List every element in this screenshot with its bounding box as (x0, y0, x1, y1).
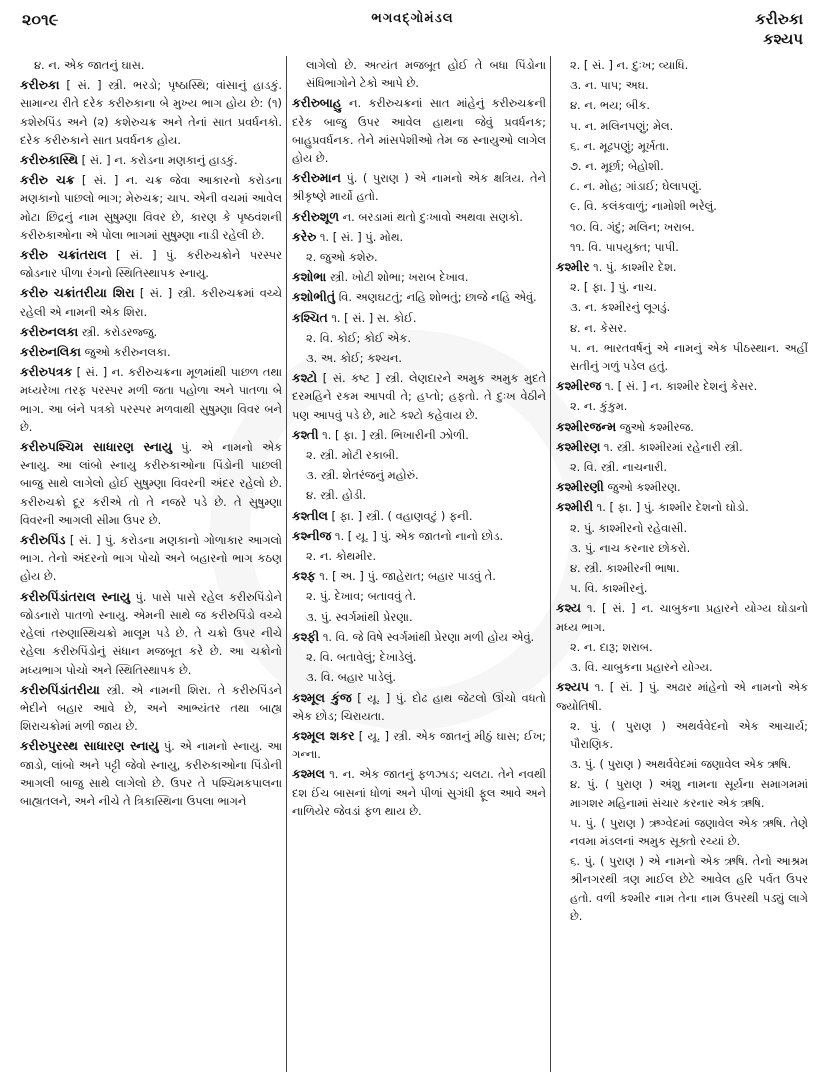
dictionary-column-2 (292, 56, 546, 1076)
definition-text: ૧૦. વિ. ગંદું; મલિન; ખરાબ. (570, 219, 695, 234)
dictionary-entry (292, 369, 546, 424)
headword: કરીરુબાહુ (292, 95, 342, 111)
definition-text: ૨. ન. કુંકુમ. (570, 399, 628, 414)
definition-text: સ્ત્રી. એ નામની શિરા. તે કરીરુપિંડને ભેદીને બહાર આવે છે, અને આભ્યંતર તથા બાહ્ય શિરાચક્રોમાં મળી જાય છે. (20, 682, 282, 734)
definition-text: જુઓ કરીરુનલકા. (84, 345, 171, 360)
definition-text: વિ. અણઘટતું; નહિ શોભતું; છાજે નહિ એવું. (338, 290, 537, 305)
headword: કરીરુનલિકા (20, 344, 81, 360)
dictionary-entry (556, 478, 808, 496)
definition-text: ૫. ન. ભારતવર્ષનું એ નામનું એક પીઠસ્થાન. અહીં સતીનું ગળું પડેલ હતું. (570, 340, 808, 374)
definition-text: ૪. પું. ( પુરાણ ) અંશુ નામના સૂર્યના સમાગમમાં માગશર મહિનામાં સંચાર કરનાર એક ઋષિ. (570, 777, 808, 810)
definition-text: ૩. ન. પાપ; અઘ. (570, 78, 649, 93)
definition-text: [ સં. ] ન. કરોડના મણકાનું હાડકું. (81, 153, 238, 168)
headword: કશ્મૂલ શકર (292, 727, 355, 743)
dictionary-entry (556, 218, 808, 236)
dictionary-entry (556, 319, 808, 337)
headword: કશોભા (292, 269, 327, 285)
definition-text: ૩. અ. કોઈ; કશ્ચન. (306, 351, 403, 366)
headword: કરીરુનલકા (20, 323, 79, 339)
dictionary-entry (556, 775, 808, 811)
headword: કરીરુકાસ્થિ (20, 152, 79, 168)
dictionary-entry (292, 547, 546, 565)
dictionary-entry (556, 137, 808, 155)
definition-text: ૩. ન. કશ્મીરનું લૂગડું. (570, 300, 671, 315)
headword: કરીરુપત્રક (20, 364, 73, 380)
definition-text: ૧. ન. એક જાતનું ફળઝાડ; ચલટા. તેને નવથી દશ ઈંચ બાસનાં ધોળાં અને પીળાં સુગંધી ફૂલ આવે અને નાળિયેર જેવડાં ફળ થાય છે. (292, 767, 546, 818)
definition-text: ન. કરીરુચક્રનાં સાત માંહેનું કરીરુચક્રની દરેક બાજુ ઉપર આવેલ હાથના જેવું પ્રવર્ધનક; બાહુપ્રવર્ધનક. તેને માંસપેશીઓ તેમ જ સ્નાયુઓ લાગેલ હોય છે. (292, 96, 546, 166)
headword: કશ્તીલ (292, 507, 328, 523)
headword: કશ્મીર (556, 259, 590, 275)
definition-text: ૧. [ સં. ] ન. ચાબુકના પ્રહારને યોગ્ય ઘોડાનો મધ્ય ભાગ. (556, 601, 808, 634)
definition-text: ૨. વિ. કોઈ; કોઈ એક. (306, 330, 411, 345)
definition-text: ૩. પું. સ્વર્ગમાંથી પ્રેરણા. (306, 609, 413, 624)
definition-text: ૩. પું. ( પુરાણ ) અથર્વવેદમાં જણાવેલ એક ઋષિ. (570, 757, 792, 772)
running-title: ભગવદ્ગોમંડલ (371, 11, 454, 26)
definition-text: ૧૧. વિ. પાપયુક્ત; પાપી. (570, 239, 679, 254)
dictionary-entry (20, 284, 282, 320)
headword: કશ્મીરજન્મ (556, 418, 617, 434)
definition-text: ૨. [ સં. ] ન. દુઃખ; વ્યાધિ. (570, 58, 689, 72)
headword: કરીરુશૂળ (292, 208, 339, 224)
dictionary-entry (20, 151, 282, 169)
dictionary-entry (556, 76, 808, 94)
headword: કશ્ચિત (292, 309, 328, 325)
headword: કશ્મીરી (556, 499, 594, 515)
page-number: ૨૦૧૯ (22, 10, 59, 29)
definition-text: ૧. વિ. જે વિષે સ્વર્ગમાંથી પ્રેરણા મળી હોય એવું. (322, 629, 535, 644)
dictionary-entry (556, 238, 808, 256)
headword: કશ્ટો (292, 370, 318, 386)
headword: કરીરુમાન (292, 170, 341, 186)
dictionary-entry (556, 117, 808, 135)
definition-text: ૫. વિ. કાશ્મીરનું. (570, 581, 648, 596)
dictionary-entry (556, 498, 808, 516)
dictionary-entry (292, 94, 546, 167)
dictionary-entry (292, 248, 546, 266)
definition-text: [ યૂ. ] પું. દોઢ હાથ જેટલો ઊંચો વધતો એક છોડ; ચિરાયતા. (292, 690, 546, 723)
column-divider (286, 56, 287, 1072)
dictionary-entry (556, 177, 808, 195)
definition-text: ૧. [ ફા. ] પું. કાશ્મીર દેશનો ઘોડો. (596, 500, 749, 515)
dictionary-entry (20, 531, 282, 586)
definition-text: [ ફા. ] સ્ત્રી. ( વહાણવટું ) ફની. (331, 508, 473, 523)
dictionary-entry (556, 418, 808, 436)
dictionary-entry (292, 668, 546, 686)
headword: કશ્તી (292, 426, 319, 442)
definition-text: ૨. પું. દેખાવ; બતાવવું તે. (306, 589, 417, 604)
definition-text: ૭. ન. મૂર્છા; બેહોશી. (570, 159, 664, 174)
definition-text: [ યૂ. ] સ્ત્રી. એક જાતનું મીઠું ઘાસ; ઈખ; ગન્ના. (292, 728, 546, 762)
dictionary-entry (292, 587, 546, 605)
dictionary-entry (292, 288, 546, 306)
dictionary-entry (20, 588, 282, 679)
definition-text: પું. ( પુરાણ ) એ નામનો એક ક્ષત્રિય. તેને શ્રીકૃષ્ણે માર્યો હતો. (292, 171, 546, 204)
dictionary-entry (292, 56, 546, 92)
dictionary-entry (292, 426, 546, 444)
headword: કશ્ફ (292, 568, 316, 584)
definition-text: ૧. [ સં. ] પું. અઢાર માંહેનો એ નામનો એક જ્યોતિષી. (556, 680, 808, 713)
definition-text: ૪. સ્ત્રી. કાશ્મીરની ભાષા. (570, 561, 680, 576)
dictionary-entry (292, 169, 546, 205)
definition-text: લાગેલો છે. અત્યંત મજબૂત હોઈ તે બધા પિંડોના સંધિભાગોને ટેકો આપે છે. (306, 58, 546, 91)
dictionary-entry (292, 486, 546, 504)
definition-text: [ સં. ] સ્ત્રી. ભરડો; પૃષ્ઠાસ્થિ; વાંસાનું હાડકું. સામાન્ય રીતે દરેક કરીરુકાના બે મુખ્ય ભાગ હોય છે: (૧) કશેરુપિંડ અને (૨) કશેરુચક્ર અને તેનાં સાત પ્રવર્ધનકો. દરેક કરીરુકાને સાત પ્રવર્ધનક હોય. (20, 78, 282, 147)
definition-text: ૫. ન. મલિનપણું; મેલ. (570, 118, 674, 133)
dictionary-entry (556, 717, 808, 753)
headword: કશ્મીરણી (556, 479, 604, 495)
definition-text: ૧. પું. કાશ્મીર દેશ. (593, 260, 677, 275)
dictionary-entry (292, 689, 546, 725)
definition-text: ૪. ન. ભય; બીક. (570, 98, 650, 113)
definition-text: ૨. પું. ( પુરાણ ) અથર્વવેદનો એક આચાર્ય; પૌરાણિક. (570, 718, 808, 751)
dictionary-entry (292, 268, 546, 286)
dictionary-entry (292, 228, 546, 246)
dictionary-entry (556, 638, 808, 656)
dictionary-entry (556, 678, 808, 714)
dictionary-entry (20, 363, 282, 436)
dictionary-entry (556, 755, 808, 773)
dictionary-entry (20, 438, 282, 529)
page-header (0, 6, 825, 50)
definition-text: [ સં. ] ન. કરીરુચક્રના મૂળમાંથી પાછળ તથા મધ્યરેખા તરફ પરસ્પર મળી જતા પહોળા અને પાતળા બે ભાગ. આ બંને પત્રકો પરસ્પર મળવાથી સુષુમ્ણા વિવર બને છે. (20, 365, 282, 434)
definition-text: [ સં. ] સ્ત્રી. કરીરુચક્રમાં વચ્ચે રહેલી એ નામની એક શિરા. (20, 286, 282, 319)
definition-text: ૧. [ ફા. ] સ્ત્રી. ભિખારીની ઝોળી. (322, 427, 469, 442)
definition-text: ૨. જુઓ કશેરુ. (306, 250, 378, 265)
dictionary-column-3 (556, 56, 808, 1076)
dictionary-entry (556, 397, 808, 415)
column-divider (550, 56, 551, 1072)
definition-text: [ સં. ] પું. કરીરુચક્રોને પરસ્પર જોડનાર પીળા રંગનો સ્થિતિસ્થાપક સ્નાયુ. (20, 248, 282, 281)
headword: કશ્મીરજ (556, 378, 602, 394)
dictionary-entry (556, 197, 808, 215)
definition-text: ૧. [ સં. ] ન. કાશ્મીર દેશનું કેસર. (604, 379, 758, 394)
definition-text: ૪. ન. કેસર. (570, 320, 627, 335)
dictionary-entry (556, 814, 808, 850)
guide-word-first: કરીરુકા (755, 10, 803, 28)
dictionary-entry (20, 737, 282, 810)
dictionary-entry (556, 339, 808, 375)
dictionary-entry (556, 278, 808, 296)
headword: કરીરુપિંડ (20, 532, 66, 548)
dictionary-entry (292, 608, 546, 626)
headword: કરેરુ (292, 228, 317, 244)
dictionary-entry (556, 258, 808, 276)
headword: કશ્યપ (556, 679, 589, 695)
dictionary-entry (20, 56, 282, 74)
dictionary-entry (292, 727, 546, 763)
definition-text: ૨. [ ફા. ] પું. નાચ. (570, 280, 657, 295)
headword: કરીરુ ચક્ર (20, 172, 75, 188)
dictionary-entry (20, 323, 282, 341)
dictionary-entry (556, 438, 808, 456)
definition-text: ૫. પું. ( પુરાણ ) ઋગ્વેદમાં જણાવેલ એક ઋષિ. તેણે નવમા મંડલનાં અમુક સૂક્તો રચ્યાં છે. (570, 815, 808, 848)
definition-text: ૨. વિ. સ્ત્રી. નાચનારી. (570, 460, 667, 475)
definition-text: [ સં. ] પું. કરોડના મણકાનો ગોળાકાર આગલો ભાગ. તેનો અંદરનો ભાગ પોચો અને બહારનો ભાગ કઠણ હોય છે. (20, 533, 282, 584)
headword: કરીરુકા (20, 77, 60, 93)
dictionary-entry (556, 298, 808, 316)
definition-text: ૪. સ્ત્રી. હોડી. (306, 488, 367, 503)
definition-text: સ્ત્રી. ખોટી શોભા; ખરાબ દેખાવ. (329, 270, 469, 285)
headword: કશ્ફી (292, 628, 320, 644)
dictionary-entry (556, 157, 808, 175)
dictionary-entry (556, 658, 808, 676)
definition-text: ૨. ન. દારૂ; શરાબ. (570, 639, 653, 654)
definition-text: [ સં. કષ્ટ ] સ્ત્રી. લેણદારને અમુક અમુક મુદતે દરમહિને રકમ આપવી તે; હપ્તો; હફતો. તે દુઃખ વેઠીને પણ આપવું પડે છે, માટે કશ્ટો કહેવાય છે. (292, 371, 546, 422)
dictionary-entry (292, 567, 546, 585)
dictionary-entry (292, 446, 546, 464)
dictionary-entry (292, 507, 546, 525)
dictionary-entry (20, 246, 282, 282)
headword: કરીરુ ચક્રાંતરીયા શિરા (20, 285, 135, 301)
dictionary-entry (292, 527, 546, 545)
dictionary-entry (556, 579, 808, 597)
headword: કરીરુ ચક્રાંતરાલ (20, 247, 107, 263)
definition-text: પું. પાસે પાસે રહેલ કરીરુપિંડોને જોડનારો પાતળો સ્નાયુ. એમની સાથે જ કરીરુપિંડો વચ્ચે રહેલાં તરુણાસ્થિચક્રો માલૂમ પડે છે. તે ચક્રો ઉપર નીચે રહેલા કરીરુપિંડોનું સંધાન મજબૂત કરે છે. આ ચક્રોનો મધ્યભાગ પોચો અને સ્થિતિસ્થાપક છે. (20, 589, 282, 677)
headword: કશ્મૂલ કુંજ (292, 689, 352, 705)
dictionary-entry (556, 56, 808, 74)
dictionary-entry (556, 599, 808, 635)
definition-text: જુઓ કશ્મીરજ. (619, 419, 694, 434)
definition-text: જુઓ કશ્મીરણ. (607, 480, 681, 495)
dictionary-entry (292, 765, 546, 820)
dictionary-entry (556, 96, 808, 114)
headword: કશ્નીજ (292, 527, 332, 543)
dictionary-entry (20, 681, 282, 736)
definition-text: ૬. પું. ( પુરાણ ) એ નામનો એક ઋષિ. તેનો આશ્રમ શ્રીનગરથી ત્રણ માઈલ છેટે આવેલ હરિ પર્વત ઉપર હતો. વળી કશ્મીર નામ તેના નામ ઉપરથી પડ્યું લાગે છે. (570, 854, 808, 923)
definition-text: ૩. સ્ત્રી. શેતરંજનું મહોરું. (306, 468, 419, 483)
dictionary-entry (556, 458, 808, 476)
definition-text: સ્ત્રી. કરોડરજ્જુ. (81, 324, 158, 339)
dictionary-entry (556, 377, 808, 395)
dictionary-entry (292, 349, 546, 367)
dictionary-entry (20, 171, 282, 244)
dictionary-entry (292, 628, 546, 646)
definition-text: ૩. પું. નાચ કરનાર છોકરો. (570, 540, 691, 555)
dictionary-entry (556, 559, 808, 577)
dictionary-entry (20, 76, 282, 149)
definition-text: ૨. પું. કાશ્મીરનો રહેવાસી. (570, 520, 688, 535)
definition-text: ૧. [ યૂ. ] પું. એક જાતનો નાનો છોડ. (334, 528, 504, 543)
definition-text: પું. એ નામનો સ્નાયુ. આ જાડો, લાંબો અને પટ્ટી જેવો સ્નાયુ, કરીરુકાઓના પિંડોની આગલી બાજુ સાથે લાગેલો છે. ઉપર તે પશ્ચિમકપાલના બાહ્યતલને, અને નીચે તે ત્રિકાસ્થિના ઉપલા ભાગને (20, 739, 282, 808)
definition-text: ૯. વિ. કલંકવાળું; નામોશી ભરેલું. (570, 199, 717, 214)
headword: કશ્મીરણ (556, 438, 601, 454)
headword: કરીરુપશ્ચિમ સાધારણ સ્નાયુ (20, 439, 173, 455)
definition-text: ન. બરડામાં થતો દુઃખાવો અથવા સણકો. (342, 209, 523, 224)
headword: કશ્મલ (292, 766, 325, 782)
headword: કરીરુપિંડાંતરાલ સ્નાયુ (20, 588, 131, 604)
guide-word-last: કશ્યપ (763, 30, 803, 48)
headword: કશ્ય (556, 600, 581, 616)
dictionary-entry (556, 539, 808, 557)
dictionary-entry (20, 343, 282, 361)
dictionary-entry (292, 466, 546, 484)
definition-text: પું. એ નામનો એક સ્નાયુ. આ લાંબો સ્નાયુ કરીરુકાઓના પિંડોની પાછલી બાજુ સાથે લાગેલો હોઈ સુષુમ્ણા વિવરની અંદર રહેલો છે. કરીરુચક્રો દૂર કરીએ તો તે નજરે પડે છે. તે સુષુમ્ણા વિવરની આગલી સીમા ઉપર છે. (20, 440, 282, 527)
definition-text: ૬. ન. મૂઢપણું; મૂર્ખતા. (570, 138, 670, 153)
definition-text: ૩. વિ. બહાર પાડેલું. (306, 670, 396, 685)
definition-text: ૪. ન. એક જાતનું ઘાસ. (34, 58, 145, 72)
definition-text: ૨. ન. કોથમીર. (306, 549, 377, 564)
definition-text: ૮. ન. મોહ; ગાંડાઈ; ઘેલાપણું. (570, 179, 702, 194)
headword: કરીરુપિંડાંતરીયા (20, 681, 100, 697)
definition-text: ૧. [ સં. ] સ. કોઈ. (331, 310, 417, 325)
definition-text: ૧. [ સં. ] પું. મોથ. (319, 229, 404, 244)
definition-text: ૧. [ અ. ] પું. જાહેરાત; બહાર પાડવું તે. (319, 569, 496, 584)
headword: કરીરુપુરસ્થ સાધારણ સ્નાયુ (20, 738, 159, 754)
definition-text: ૩. વિ. ચાબુકના પ્રહારને યોગ્ય. (570, 660, 713, 675)
dictionary-column-1 (20, 56, 282, 1076)
headword: કશોભીતું (292, 289, 336, 305)
dictionary-entry (292, 329, 546, 347)
dictionary-entry (292, 208, 546, 226)
definition-text: ૨. સ્ત્રી. મોટી રકાબી. (306, 448, 399, 463)
dictionary-entry (556, 519, 808, 537)
dictionary-entry (292, 648, 546, 666)
definition-text: ૧. સ્ત્રી. કાશ્મીરમાં રહેનારી સ્ત્રી. (603, 439, 743, 454)
dictionary-entry (556, 852, 808, 925)
dictionary-entry (292, 309, 546, 327)
definition-text: [ સં. ] ન. ચક્ર જેવા આકારનો કરોડના મણકાનો પાછલો ભાગ; મેરુચક્ર; ચાપ. એની વચમાં આવેલ મોટા છિદ્રનું નામ સુષુમ્ણા વિવર છે, કારણ કે પૃષ્ઠવંશની કરીરુકાઓના એ પોલા ભાગમાં સુષુમ્ણા નાડી રહેલી છે. (20, 173, 282, 242)
definition-text: ૨. વિ. બતાવેલું; દેખાડેલું. (306, 650, 417, 665)
